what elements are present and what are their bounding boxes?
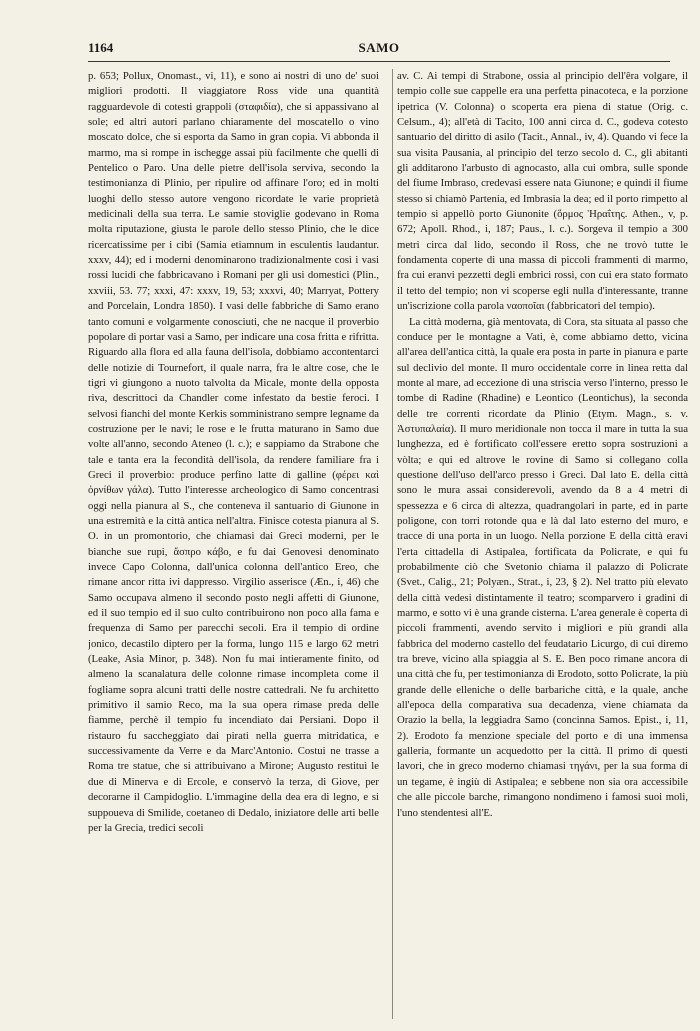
column-divider: [392, 69, 393, 1019]
page-header: [88, 40, 670, 58]
page-number: 1164: [88, 40, 114, 55]
right-paragraph-2: La città moderna, già mentovata, di Cora, sta situata al passo che conduce per le montagne a Vati, è, come abbiamo detto, vicina all'area dell'antica città, la quale era posta in parte in pianura e parte sul declivio del monte. Il muro occidentale corre in linea retta dal monte al mare, ad eccezione di una striscia verso l'interno, presso le tombe di Radine (Rhadine) e Leontico (Leontichus), la seconda delle tre correnti ricordate da Plinio (Etym. Magn., s. v. Ἀστυπαλαία). Il muro meridionale non tocca il mare in tutta la sua lunghezza, ed è fortificato coll'essere eretto sopra sostruzioni a vòlta; e qui ed altrove le rovine di Samo si collegano colla questione dell'uso dell'arco presso i Greci. Dal lato E. della città sono le mura assai considerevoli, avendo da 8 a 4 metri di spessezza e 6 circa di altezza, quadrangolari in parte, ed in parte poligone, con torri rotonde qua e là dal lato esterno del muro, e tracce di una porta in un luogo. Nella porzione E della città eravi l'erta cittadella di Astipalea, fortificata da Policrate, e qui fu probabilmente ciò che Svetonio chiama il palazzo di Policrate (Svet., Calig., 21; Polyæn., Strat., i, 23, § 2). Nel tratto più elevato della città vedesi distintamente il teatro; scomparvero i gradini di marmo, e sotto vi è una grande cisterna. L'area generale è coperta di piccoli frammenti, avendo servito i migliori e più grandi alla fabbrica del moderno castello del feudatario Licurgo, di cui diremo tra breve, vicino alla spiaggia al S. E. Ben poco rimane ancora di una città che fu, per testimonianza di Erodoto, sotto Policrate, la più grande delle elleniche o delle barbariche città, e la quale, anche all'epoca della comparativa sua decadenza, viene chiamata da Orazio la bella, la leggiadra Samo (concinna Samos. Epist., i, 11, 2). Erodoto fa menzione speciale del porto e di una immensa galleria, formante un acquedotto per la città. Il primo di questi lavori, che in greco moderno chiamasi τηγάνι, per la sua forma di un tegame, è ingiù di Astipalea; e sebbene non sia ora accessibile che alle piccole barche, rimangono nondimeno i famosi suoi moli, l'uno stendentesi all'E.: [397, 315, 688, 819]
left-column-text: p. 653; Pollux, Onomast., vi, 11), e sono ai nostri di uno de' suoi migliori prodotti. Il viaggiatore Ross vide una quantità ragguardevole di cotesti grappoli (σταφιδία), che si appassivano al sole; ed altri autori parlano chiaramente del moscatello o vino moscato dolce, che si esporta da Samo in gran copia. Vi abbonda il marmo, ma si rompe in ischegge assai più facilmente che quelli di Pentelico o Paro. Una delle pietre dell'isola serviva, secondo la testimonianza di Plinio, per ripulire od affinare l'oro; ed in molti luoghi dello stesso autore vengono ricordate le varie proprietà medicinali della sua terra. Le samie stoviglie godevano in Roma molta riputazione, giusta le parole dello stesso Plinio, che le dice ricercatissime per i cibi (Samia etiamnum in esculentis laudantur. xxxv, 44); ed i moderni denominarono tradizionalmente così i vasi rossi lucidi che fabbricavano i Romani per gli usi domestici (Plin., xxviii, 53. 77; xxxi, 47: xxxv, 19, 53; xxxvi, 40; Marryat, Pottery and Porcelain, Londra 1850). I vasi delle fabbriche di Samo erano tanto comuni e volgarmente conosciuti, che ne nacque il proverbio popolare di portar vasi a Samo, per indicare una cosa fritta e rifritta. Riguardo alla flora ed alla fauna dell'isola, dobbiamo accontentarci delle notizie di Tournefort, il quale narra, fra le altre cose, che le tigri vi giungono a nuoto talvolta da Micale, monte della opposta riva, descrittoci da Chandler come infestato da bestie feroci. I selvosi fianchi del monte Kerkis somministrano sempre legname da costruzione per le navi; le rose e le frutta maturano in Samo due volte all'anno, secondo Ateneo (l. c.); e sappiamo da Strabone che tale e tanta era la fecondità dell'isola, da rendere familiare fra i Greci il proverbio: produce perfino latte di galline (φέρει καὶ ὀρνίθων γάλα). Tutto l'interesse archeologico di Samo concentrasi oggi nella pianura al S., che conteneva il santuario di Giunone in una estremità e la città antica nell'altra. Finisce cotesta pianura al S. O. in un promontorio, che chiamasi dai Greci moderni, per le bianche sue rupi, ἄσπρο κάβο, e fu dai Genovesi denominato invece Capo Colonna, dall'unica colonna dell'antico Ereo, che rimane ancor ritta ivi dappresso. Virgilio asserisce (Æn., i, 46) che Samo occupava almeno il secondo posto negli affetti di Giunone, ed il suo tempio ed il suo culto contribuirono non poco alla fama e frequenza di Samo per parecchi secoli. Era il tempio di ordine jonico, decastilo diptero per la forma, lungo 115 e largo 62 metri (Leake, Asia Minor, p. 348). Non fu mai intieramente finito, od almeno la scanalatura delle colonne rimase incompleta come il fogliame sopra alcuni tratti delle nostre cattedrali. Ne fu architetto primitivo il samio Reco, ma la sua opera rimase preda delle fiamme, perchè il tempio fu incendiato dai Persiani. Dopo il ristauro fu saccheggiato dai pirati nella guerra mitridatica, e successivamente da Verre e da Marc'Antonio. Costui ne trasse a Roma tre statue, che si attribuivano a Mirone; Augusto restituì le due di Minerva e di Ercole, e conservò la terza, di Giove, per decorarne il Campidoglio. L'immagine della dea era di legno, e si suppoueva di Smilide, coetaneo di Dedalo, iniziatore delle arti belle per la Grecia, tredici secoli: [88, 70, 379, 834]
right-column: [397, 69, 688, 1024]
left-column: [88, 69, 379, 1024]
right-paragraph-1: av. C. Ai tempi di Strabone, ossia al principio dell'êra volgare, il tempio colle sue cappelle era una perfetta pinacoteca, e la porzione ipetrica (V. Colonna) o scoperta era piena di statue (Orig. c. Celsum., 4); all'età di Tacito, 100 anni circa d. C., godeva cotesto santuario del diritto di asilo (Tacit., Annal., iv, 4). Quando vi fece la sua visita Pausania, al principio del terzo secolo d. C., gli abitanti gli additarono l'arbusto di agnocasto, alla cui ombra, sulle sponde del fiume Imbraso, credevasi essere nata Giunone; e quindi il fiume stesso si chiamò Partenia, ed Imbrasia la dea; ed il porto rimpetto al tempio si appellò porto Giunonite (ὅρμος Ἡραΐτης. Athen., v, p. 672; Apoll. Rhod., i, 187; Paus., l. c.). Sorgeva il tempio a 300 metri circa dal lido, secondo il Ross, che ne trovò tutte le fondamenta coperte di una massa di piccoli frammenti di marmo, fra cui eranvi pezzetti degli embrici rossi, con cui era stato formato il tetto del tempio; non vi scoperse egli nulla d'interessante, tranne un'iscrizione colla parola ναοποῖαι (fabbricatori del tempio).: [397, 70, 688, 313]
header-rule: [88, 61, 670, 62]
running-head: SAMO: [358, 40, 400, 55]
